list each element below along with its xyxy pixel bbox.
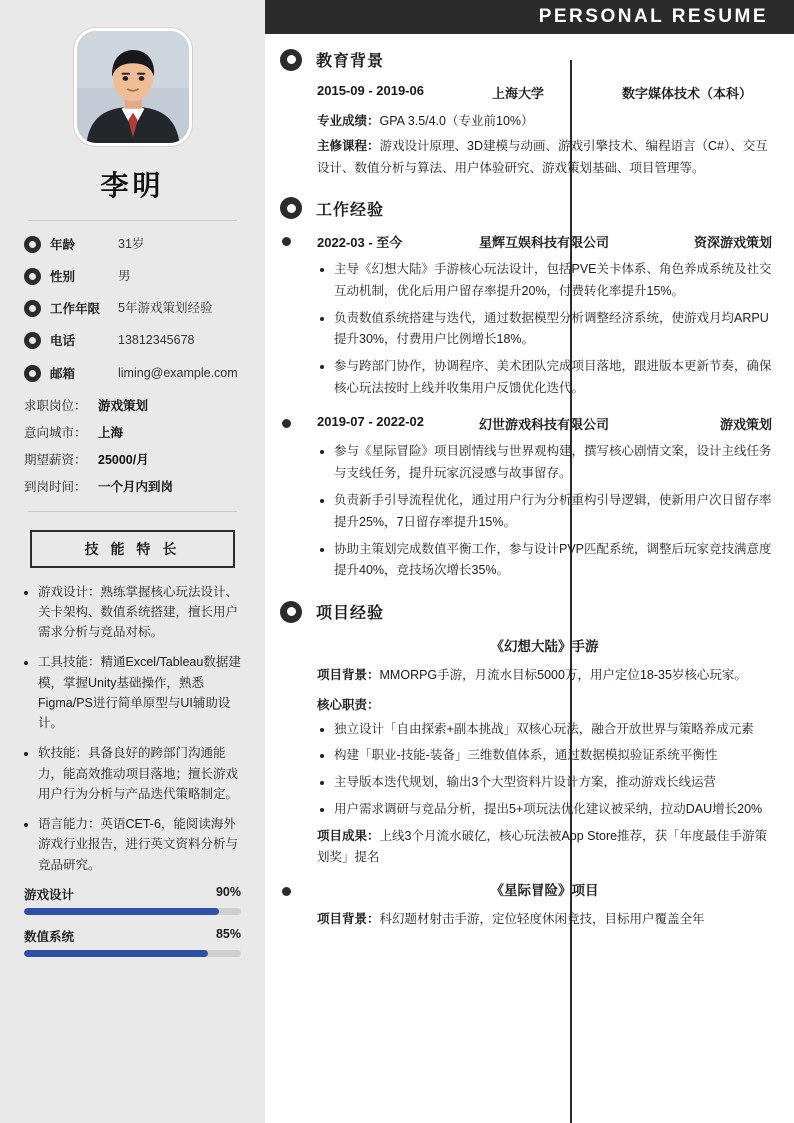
sidebar bbox=[0, 0, 265, 1123]
info-label: 邮箱 bbox=[50, 366, 76, 381]
job-intent-value: 25000/月 bbox=[98, 452, 149, 467]
skill-bar-game-design bbox=[24, 885, 241, 915]
work-bullets bbox=[317, 259, 772, 400]
job-intent-label: 意向城市： bbox=[24, 425, 87, 440]
education-date: 2015-09 - 2019-06 bbox=[317, 83, 424, 98]
job-intent-label: 期望薪资： bbox=[24, 452, 87, 467]
list-item: • 参与跨部门协作，协调程序、美术团队完成项目落地，跟进版本更新节奏，确保核心玩法按时上线并收集用户反馈优化迭代。 bbox=[334, 356, 772, 400]
skill-bar-numeric-system bbox=[24, 927, 241, 957]
list-item: • 协助主策划完成数值平衡工作，参与设计PVP匹配系统，调整后玩家竞技满意度提升40%，竞技场次增长35%。 bbox=[334, 539, 772, 583]
section-title: 教育背景 bbox=[316, 53, 385, 70]
work-role: 游戏策划 bbox=[719, 417, 772, 432]
info-row-email bbox=[24, 364, 241, 382]
list-item: • 构建「职业-技能-装备」三维数值体系，通过数据模拟验证系统平衡性 bbox=[334, 745, 772, 767]
project-background-value: MMORPG手游，月流水目标5000万，用户定位18-35岁核心玩家。 bbox=[379, 668, 747, 683]
section-title: 工作经验 bbox=[316, 201, 385, 219]
timeline-dot-icon bbox=[280, 417, 293, 430]
education-gpa bbox=[317, 111, 772, 132]
education-gpa-value: GPA 3.5/4.0（专业前10%） bbox=[379, 114, 534, 128]
job-intent-value: 上海 bbox=[98, 425, 124, 440]
list-item: • 主导版本迭代规划，输出3个大型资料片设计方案，推动游戏长线运营 bbox=[334, 772, 772, 794]
info-value: liming@example.com bbox=[118, 365, 238, 380]
section-project-experience bbox=[291, 600, 772, 930]
info-label: 年龄 bbox=[50, 238, 76, 252]
list-item: • 负责新手引导流程优化，通过用户行为分析重构引导逻辑，使新用户次日留存率提升25%，7日留存率提升15%。 bbox=[334, 490, 772, 534]
section-marker-icon bbox=[280, 197, 302, 219]
banner-title: PERSONAL RESUME bbox=[538, 6, 768, 27]
candidate-name: 李明 bbox=[100, 170, 165, 201]
project-result-value: 上线3个月流水破亿，核心玩法被App Store推荐，获「年度最佳手游策划奖」提名 bbox=[317, 829, 768, 865]
skills-section-title: 技 能 特 长 bbox=[30, 530, 235, 568]
education-school: 上海大学 bbox=[492, 86, 545, 101]
section-marker-icon bbox=[280, 49, 302, 71]
phone-icon bbox=[24, 332, 41, 349]
work-company: 星辉互娱科技有限公司 bbox=[479, 234, 610, 250]
list-item: • 游戏设计：熟练掌握核心玩法设计、关卡架构、数值系统搭建，擅长用户需求分析与竞品对标。 bbox=[38, 582, 241, 643]
education-courses bbox=[317, 136, 772, 179]
info-label: 工作年限 bbox=[50, 302, 101, 317]
job-intent-label: 到岗时间： bbox=[24, 479, 87, 494]
skill-bars bbox=[24, 885, 241, 957]
project-duty-label: 核心职责： bbox=[317, 697, 380, 712]
project-name: 《幻想大陆》手游 bbox=[490, 639, 599, 655]
sidebar-divider-1 bbox=[28, 220, 237, 221]
skill-bar-percent: 85% bbox=[215, 926, 241, 941]
project-entry bbox=[317, 879, 772, 930]
list-item: • 软技能：具备良好的跨部门沟通能力，能高效推动项目落地；擅长游戏用户行为分析与产品迭代策略制定。 bbox=[38, 743, 241, 804]
skills-list bbox=[24, 582, 241, 875]
skill-bar-track bbox=[24, 908, 241, 915]
info-value: 男 bbox=[118, 269, 131, 284]
job-intent-list bbox=[24, 396, 241, 495]
section-work-experience bbox=[291, 197, 772, 583]
job-intent-value: 一个月内到岗 bbox=[98, 479, 174, 494]
timeline-dot-icon bbox=[280, 885, 293, 898]
education-major: 数字媒体技术（本科） bbox=[622, 86, 753, 101]
dot-icon bbox=[24, 300, 41, 317]
skill-bar-label: 数值系统 bbox=[24, 929, 75, 944]
work-bullets bbox=[317, 441, 772, 582]
skill-bar-fill bbox=[24, 908, 219, 915]
info-row-experience bbox=[24, 299, 241, 317]
list-item: • 负责数值系统搭建与迭代，通过数据模型分析调整经济系统，使游戏月均ARPU提升30%，付费用户比例增长18%。 bbox=[334, 308, 772, 352]
info-row-phone bbox=[24, 331, 241, 349]
project-background bbox=[317, 665, 772, 686]
skill-bar-fill bbox=[24, 950, 208, 957]
project-result bbox=[317, 826, 772, 869]
section-marker-icon bbox=[280, 601, 302, 623]
project-background bbox=[317, 909, 772, 930]
list-item: • 独立设计「自由探索+副本挑战」双核心玩法，融合开放世界与策略养成元素 bbox=[334, 719, 772, 741]
skill-bar-percent: 90% bbox=[215, 884, 241, 899]
personal-info-list bbox=[24, 235, 241, 382]
work-entry bbox=[317, 232, 772, 400]
job-intent-label: 求职岗位： bbox=[24, 398, 87, 413]
dot-icon bbox=[24, 268, 41, 285]
list-item: • 语言能力：英语CET-6，能阅读海外游戏行业报告，进行英文资料分析与竞品研究。 bbox=[38, 814, 241, 875]
education-gpa-label: 专业成绩： bbox=[317, 114, 380, 128]
project-background-label: 项目背景： bbox=[317, 668, 380, 683]
work-role: 资深游戏策划 bbox=[693, 234, 772, 250]
skill-bar-label: 游戏设计 bbox=[24, 887, 75, 902]
main-content bbox=[265, 0, 794, 1123]
project-name: 《星际冒险》项目 bbox=[490, 882, 599, 898]
job-intent-city bbox=[24, 423, 241, 441]
sidebar-divider-2 bbox=[28, 511, 237, 512]
education-courses-label: 主修课程： bbox=[317, 139, 380, 154]
dot-icon bbox=[24, 236, 41, 253]
info-row-age bbox=[24, 235, 241, 253]
project-result-label: 项目成果： bbox=[317, 829, 380, 843]
avatar-portrait-icon bbox=[77, 31, 189, 143]
skill-bar-track bbox=[24, 950, 241, 957]
info-value: 31岁 bbox=[118, 237, 145, 251]
list-item: • 参与《星际冒险》项目剧情线与世界观构建，撰写核心剧情文案，设计主线任务与支线任务，提升玩家沉浸感与故事留存。 bbox=[334, 441, 772, 485]
job-intent-availability bbox=[24, 477, 241, 495]
work-date: 2019-07 - 2022-02 bbox=[317, 414, 424, 429]
section-education bbox=[291, 48, 772, 179]
mail-icon bbox=[24, 365, 41, 382]
info-value: 5年游戏策划经验 bbox=[118, 301, 213, 316]
work-date: 2022-03 - 至今 bbox=[317, 234, 403, 250]
project-background-value: 科幻题材射击手游，定位轻度休闲竞技，目标用户覆盖全年 bbox=[379, 911, 705, 926]
info-value: 13812345678 bbox=[118, 333, 195, 348]
job-intent-position bbox=[24, 396, 241, 414]
work-company: 幻世游戏科技有限公司 bbox=[479, 417, 610, 432]
project-entry bbox=[317, 635, 772, 868]
info-label: 电话 bbox=[50, 334, 76, 349]
section-title: 项目经验 bbox=[316, 605, 385, 623]
project-bullets bbox=[317, 719, 772, 822]
job-intent-salary bbox=[24, 450, 241, 468]
info-label: 性别 bbox=[50, 270, 76, 285]
education-courses-value: 游戏设计原理、3D建模与动画、游戏引擎技术、编程语言（C#）、交互设计、数值分析与算法、用户体验研究、游戏策划基础、项目管理等。 bbox=[317, 139, 768, 175]
job-intent-value: 游戏策划 bbox=[98, 398, 149, 413]
list-item: • 用户需求调研与竞品分析，提出5+项玩法优化建议被采纳，拉动DAU增长20% bbox=[334, 799, 772, 821]
list-item: • 工具技能：精通Excel/Tableau数据建模，掌握Unity基础操作，熟悉Figma/PS进行简单原型与UI辅助设计。 bbox=[38, 652, 241, 733]
work-entry bbox=[317, 414, 772, 582]
education-row bbox=[317, 83, 772, 102]
avatar bbox=[74, 28, 192, 146]
project-background-label: 项目背景： bbox=[317, 911, 380, 926]
timeline-dot-icon bbox=[280, 235, 293, 248]
list-item: • 主导《幻想大陆》手游核心玩法设计，包括PVE关卡体系、角色养成系统及社交互动机制，优化后用户留存率提升20%，付费转化率提升15%。 bbox=[334, 259, 772, 303]
header-banner bbox=[265, 0, 794, 34]
info-row-gender bbox=[24, 267, 241, 285]
